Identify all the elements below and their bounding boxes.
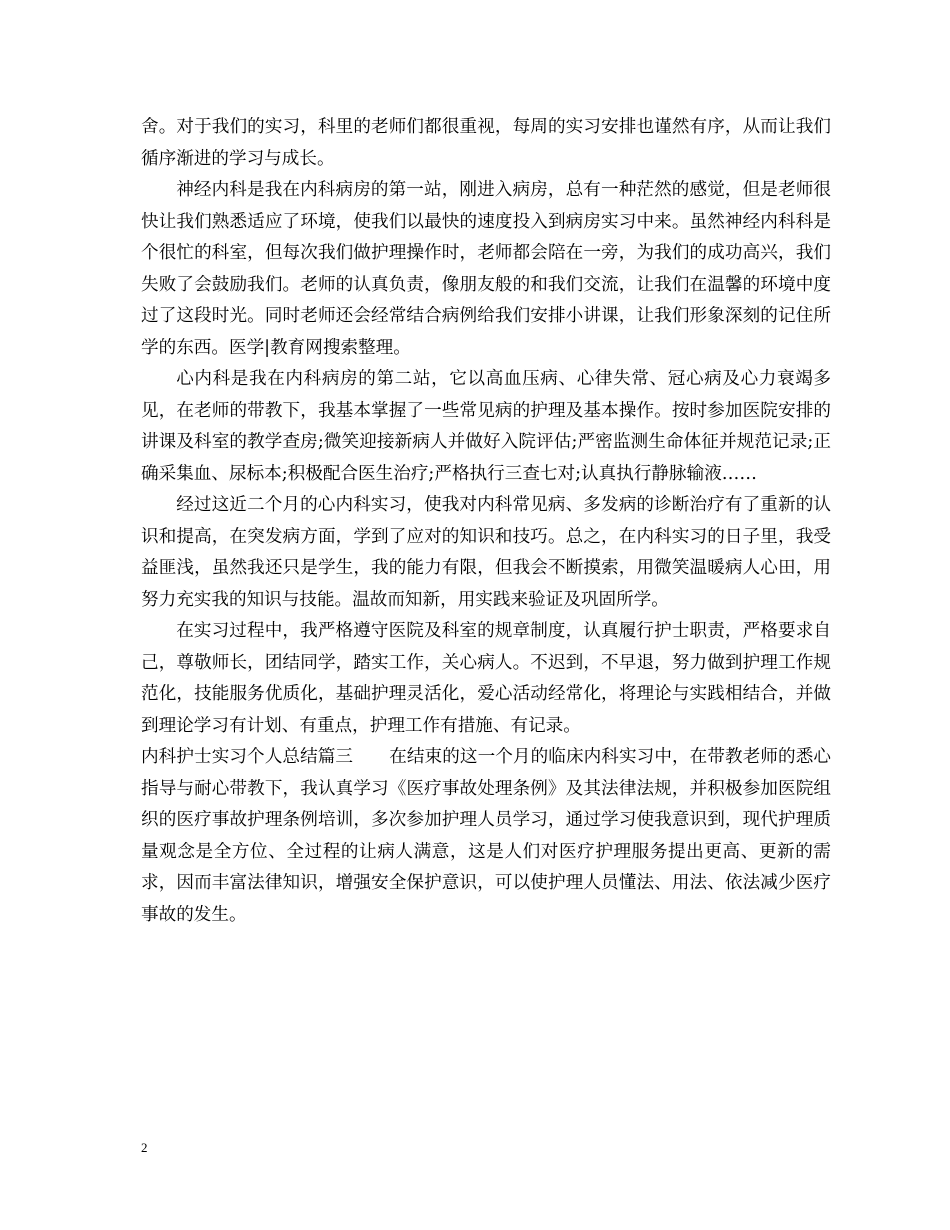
section-three: [141, 742, 831, 931]
paragraph-neurology: 神经内科是我在内科病房的第一站，刚进入病房，总有一种茫然的感觉，但是老师很快让我们熟悉适应了环境，使我们以最快的速度投入到病房实习中来。虽然神经内科科是个很忙的科室，但每次我们做护理操作时，老师都会陪在一旁，为我们的成功高兴，我们失败了会鼓励我们。老师的认真负责，像朋友般的和我们交流，让我们在温馨的环境中度过了这段时光。同时老师还会经常结合病例给我们安排小讲课，让我们形象深刻的记住所学的东西。医学|教育网搜索整理。: [141, 180, 831, 358]
section-body: 在结束的这一个月的临床内科实习中，在带教老师的悉心指导与耐心带教下，我认真学习《医疗事故处理条例》及其法律法规，并积极参加医院组织的医疗事故护理条例培训，多次参加护理人员学习，通过学习使我意识到，现代护理质量观念是全方位、全过程的让病人满意，这是人们对医疗护理服务提出更高、更新的需求，因而丰富法律知识，增强安全保护意识，可以使护理人员懂法、用法、依法减少医疗事故的发生。: [141, 747, 831, 925]
page-number: 2: [141, 1140, 148, 1155]
paragraph-summary: 经过这近二个月的心内科实习，使我对内科常见病、多发病的诊断治疗有了重新的认识和提高，在突发病方面，学到了应对的知识和技巧。总之，在内科实习的日子里，我受益匪浅，虽然我还只是学生，我的能力有限，但我会不断摸索，用微笑温暖病人心田，用努力充实我的知识与技能。温故而知新，用实践来验证及巩固所学。: [141, 495, 831, 610]
paragraph-cardiology: 心内科是我在内科病房的第二站，它以高血压病、心律失常、冠心病及心力衰竭多见，在老师的带教下，我基本掌握了一些常见病的护理及基本操作。按时参加医院安排的讲课及科室的教学查房;微笑迎接新病人并做好入院评估;严密监测生命体征并规范记录;正确采集血、尿标本;积极配合医生治疗;严格执行三查七对;认真执行静脉输液……: [141, 369, 831, 484]
section-heading: 内科护士实习个人总结篇三: [141, 747, 354, 767]
paragraph-continuation: 舍。对于我们的实习，科里的老师们都很重视，每周的实习安排也谨然有序，从而让我们循序渐进的学习与成长。: [141, 117, 831, 169]
paragraph-conduct: 在实习过程中，我严格遵守医院及科室的规章制度，认真履行护士职责，严格要求自己，尊敬师长，团结同学，踏实工作，关心病人。不迟到，不早退，努力做到护理工作规范化，技能服务优质化，基础护理灵活化，爱心活动经常化，将理论与实践相结合，并做到理论学习有计划、有重点，护理工作有措施、有记录。: [141, 621, 831, 736]
document-body: [141, 112, 831, 931]
